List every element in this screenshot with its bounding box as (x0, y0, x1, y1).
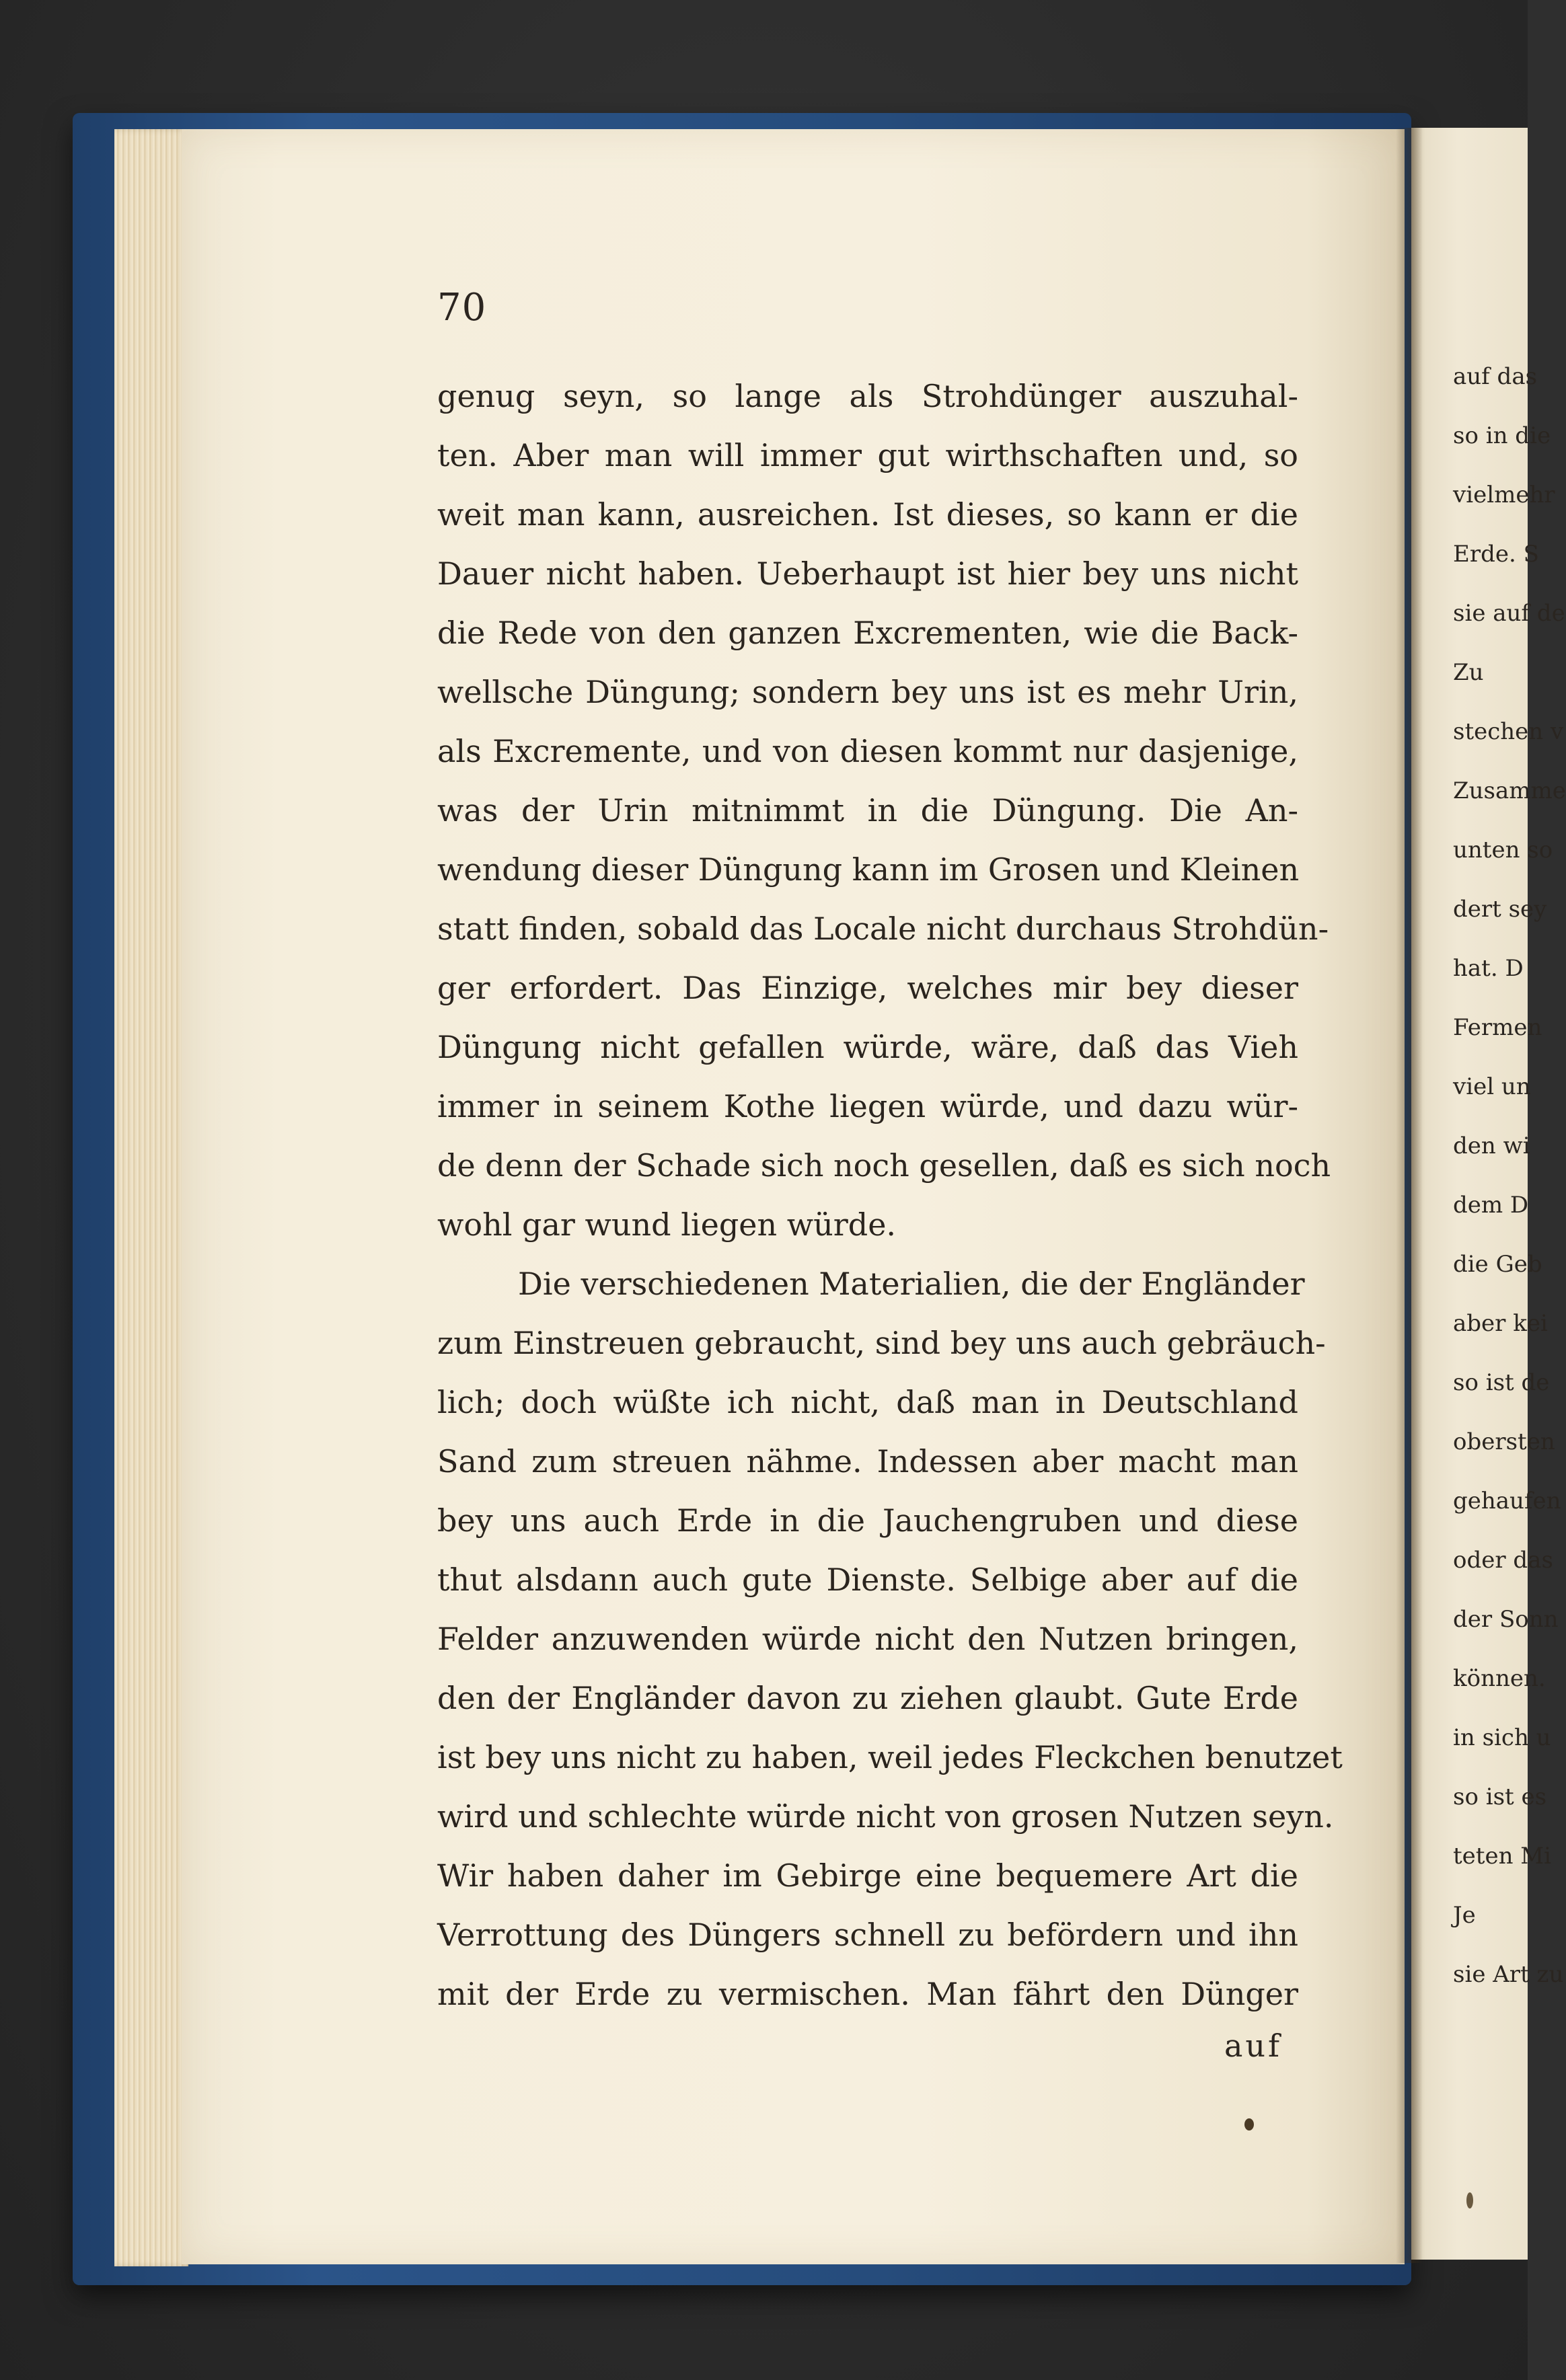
facing-text-line: unten so (1453, 837, 1553, 863)
text-line: ist bey uns nicht zu haben, weil jedes Fleckchen benutzet (437, 1739, 1343, 1775)
facing-text-line: vielmehr (1453, 482, 1555, 508)
facing-text-line: den wi (1453, 1133, 1530, 1159)
facing-text-line: hat. D (1453, 955, 1524, 982)
facing-text-line: können. (1453, 1665, 1546, 1692)
text-line: wellsche Düngung; sondern bey uns ist es mehr Urin, (437, 674, 1298, 710)
paper-speck (1466, 2192, 1473, 2209)
facing-text-line: obersten (1453, 1428, 1555, 1455)
facing-text-line: sie Art zu (1453, 1961, 1564, 1988)
text-line: ger erfordert. Das Einzige, welches mir bey dieser (437, 970, 1298, 1006)
text-line: de denn der Schade sich noch gesellen, daß es sich noch (437, 1147, 1331, 1184)
text-line: Wir haben daher im Gebirge eine bequemere Art die (437, 1857, 1298, 1894)
facing-text-line: so in die (1453, 422, 1551, 449)
text-line: als Excremente, und von diesen kommt nur dasjenige, (437, 733, 1298, 769)
facing-text-line: stechen v (1453, 718, 1564, 745)
text-line: Verrottung des Düngers schnell zu befördern und ihn (437, 1917, 1298, 1953)
text-line: weit man kann, ausreichen. Ist dieses, so kann er die (437, 496, 1298, 533)
facing-text-line: Je (1453, 1902, 1476, 1929)
text-line: Die verschiedenen Materialien, die der Engländer (518, 1266, 1305, 1302)
text-line: mit der Erde zu vermischen. Man fährt den Dünger (437, 1976, 1298, 2012)
facing-text-line: der Sonn (1453, 1606, 1559, 1633)
facing-text-line: in sich u (1453, 1724, 1551, 1751)
facing-text-line: aber kei (1453, 1310, 1548, 1337)
page-edge-stack (114, 129, 188, 2266)
book-gutter (1396, 128, 1423, 2263)
text-line: Felder anzuwenden würde nicht den Nutzen bringen, (437, 1621, 1298, 1657)
facing-text-line: Fermen (1453, 1014, 1542, 1041)
text-line: wohl gar wund liegen würde. (437, 1206, 897, 1243)
facing-text-line: oder das (1453, 1547, 1553, 1574)
facing-text-line: die Geb (1453, 1251, 1542, 1278)
facing-text-line: so ist es (1453, 1783, 1547, 1810)
text-line: wendung dieser Düngung kann im Grosen und Kleinen (437, 851, 1300, 888)
text-line: wird und schlechte würde nicht von grosen Nutzen seyn. (437, 1798, 1334, 1835)
text-line: statt finden, sobald das Locale nicht durchaus Strohdün- (437, 911, 1329, 947)
text-line: bey uns auch Erde in die Jauchengruben und diese (437, 1502, 1298, 1539)
catchword: auf (1224, 2028, 1283, 2064)
facing-text-line: dert sey (1453, 896, 1547, 923)
page-number: 70 (437, 286, 487, 330)
page-body-text (437, 367, 1343, 2024)
text-line: was der Urin mitnimmt in die Düngung. Die An- (437, 792, 1298, 829)
text-line: immer in seinem Kothe liegen würde, und dazu wür- (437, 1088, 1298, 1124)
text-line: genug seyn, so lange als Strohdünger auszuhal- (437, 378, 1298, 414)
facing-text-line: gehaufen (1453, 1488, 1561, 1514)
text-line: Düngung nicht gefallen würde, wäre, daß das Vieh (437, 1029, 1298, 1065)
facing-text-line: dem D (1453, 1192, 1529, 1219)
facing-text-line: so ist de (1453, 1369, 1550, 1396)
text-line: Dauer nicht haben. Ueberhaupt ist hier bey uns nicht (437, 555, 1298, 592)
text-line: thut alsdann auch gute Dienste. Selbige aber auf die (437, 1562, 1298, 1598)
facing-text-line: Erde. S (1453, 541, 1539, 568)
text-line: ten. Aber man will immer gut wirthschaften und, so (437, 437, 1298, 473)
facing-text-line: teten Mi (1453, 1843, 1551, 1870)
facing-text-line: Zu (1453, 659, 1484, 686)
facing-text-line: viel un (1453, 1073, 1531, 1100)
text-line: Sand zum streuen nähme. Indessen aber macht man (437, 1443, 1298, 1480)
facing-text-line: sie auf de (1453, 600, 1565, 627)
paper-speck (1244, 2118, 1254, 2131)
facing-text-line: auf das (1453, 363, 1538, 390)
text-line: lich; doch wüßte ich nicht, daß man in Deutschland (437, 1384, 1298, 1420)
text-line: die Rede von den ganzen Excrementen, wie die Back- (437, 615, 1298, 651)
facing-text-line: Zusamme (1453, 777, 1566, 804)
text-line: zum Einstreuen gebraucht, sind bey uns auch gebräuch- (437, 1325, 1326, 1361)
text-line: den der Engländer davon zu ziehen glaubt. Gute Erde (437, 1680, 1298, 1716)
facing-page-text (1453, 363, 1566, 2020)
